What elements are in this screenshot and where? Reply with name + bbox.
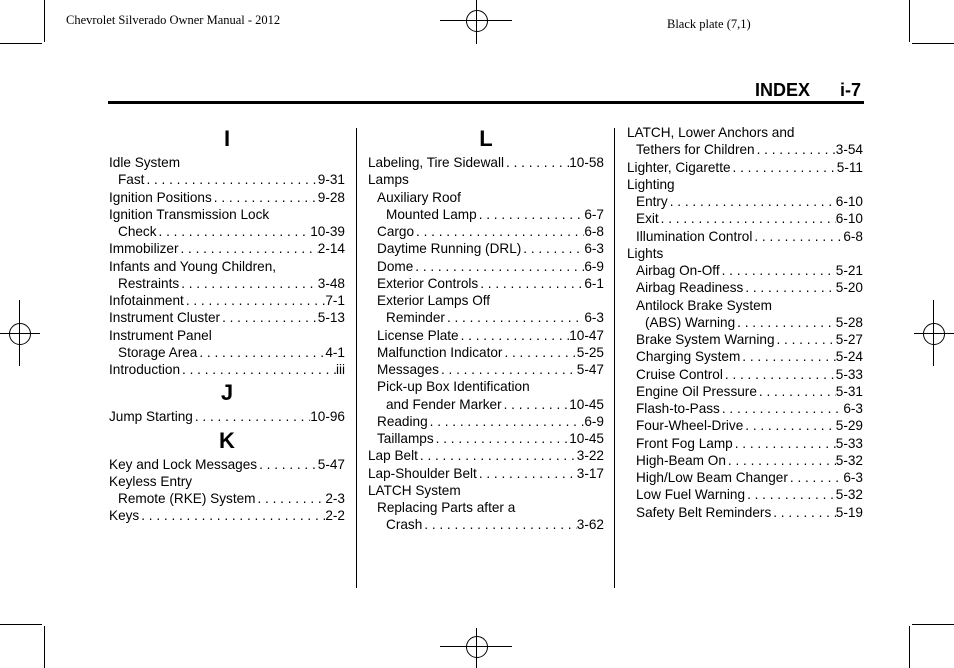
index-entry: [368, 223, 604, 240]
index-entry-page: 10-39: [310, 224, 345, 239]
manual-title: Chevrolet Silverado Owner Manual - 2012: [66, 13, 281, 27]
index-entry-page: 6-3: [584, 310, 604, 326]
index-entry: [627, 435, 863, 452]
dot-leader: [502, 344, 576, 361]
index-entry-term: Engine Oil Pressure: [636, 383, 757, 399]
dot-leader: [659, 210, 836, 227]
index-entry: [109, 490, 345, 507]
index-entry: [109, 361, 345, 378]
dot-leader: [731, 159, 837, 176]
index-entry: [109, 507, 345, 524]
index-entry-page: iii: [335, 362, 345, 377]
column-divider: [356, 128, 357, 588]
index-entry-term: Jump Starting: [109, 409, 193, 425]
index-entry: [368, 465, 604, 482]
index-entry: [627, 469, 863, 486]
index-entry-term: Brake System Warning: [636, 332, 775, 347]
index-entry-term: Lighter, Cigarette: [627, 159, 731, 175]
index-entry: [627, 193, 863, 210]
index-entry-term: Daytime Running (DRL): [377, 241, 522, 257]
index-entry-page: 3-48: [317, 275, 345, 291]
dot-leader: [439, 361, 577, 378]
index-entry: [627, 279, 863, 296]
index-entry-page: 7-1: [325, 293, 345, 308]
index-entry-term: Flash-to-Pass: [636, 401, 720, 416]
index-entry: [109, 189, 345, 206]
index-entry-term: Lap-Shoulder Belt: [368, 465, 477, 481]
index-entry: [368, 240, 604, 257]
index-entry: [109, 292, 345, 309]
crop-mark: [912, 624, 954, 625]
crop-mark: [44, 626, 45, 668]
index-entry-page: 2-3: [325, 491, 345, 506]
registration-mark-bottom: [440, 624, 512, 668]
index-entry-term: Antilock Brake System: [636, 297, 772, 313]
index-entry: [368, 396, 604, 413]
dot-leader: [775, 331, 836, 348]
index-entry: [368, 361, 604, 378]
index-entry-term: Lamps: [368, 172, 409, 188]
index-entry: [368, 258, 604, 275]
index-entry: [627, 297, 863, 314]
index-entry: [627, 210, 863, 227]
dot-leader: [157, 223, 311, 240]
index-letter-heading: K: [219, 427, 235, 453]
index-entry: [368, 275, 604, 292]
index-entry-page: 5-28: [835, 314, 863, 330]
dot-leader: [459, 327, 570, 344]
index-entry-page: 3-62: [576, 517, 604, 533]
index-entry-page: 5-25: [576, 344, 604, 360]
index-entry-term: Keys: [109, 508, 140, 524]
index-entry-term: Four-Wheel-Drive: [636, 418, 744, 434]
index-entry: [109, 473, 345, 490]
index-entry-page: 5-13: [317, 310, 345, 326]
index-entry-term: Dome: [377, 258, 414, 274]
index-entry-term: Idle System: [109, 155, 181, 170]
dot-leader: [743, 417, 836, 434]
index-entry-page: 5-47: [576, 362, 604, 377]
index-entry-page: 6-9: [584, 413, 604, 429]
index-entry-page: 10-45: [569, 396, 604, 412]
dot-leader: [434, 430, 570, 447]
index-entry: [627, 262, 863, 279]
index-entry-term: Ignition Positions: [109, 189, 212, 205]
index-entry-term: Reminder: [386, 310, 445, 326]
index-entry-page: 5-29: [835, 418, 863, 434]
index-column-1: [109, 124, 345, 525]
index-entry-term: Lap Belt: [368, 448, 418, 464]
index-entry-term: Replacing Parts after a: [377, 500, 516, 515]
index-entry: [627, 383, 863, 400]
dot-leader: [788, 469, 843, 486]
index-entry: [627, 504, 863, 521]
index-entry-term: Fast: [118, 172, 145, 188]
dot-leader: [197, 344, 325, 361]
index-entry-page: 5-33: [835, 366, 863, 382]
index-column-3: [627, 124, 863, 521]
index-entry-term: Instrument Panel: [109, 327, 212, 343]
index-entry-page: 6-7: [584, 206, 604, 222]
dot-leader: [445, 309, 584, 326]
index-entry: [627, 400, 863, 417]
index-letter-heading: I: [223, 126, 231, 151]
index-entry: [109, 456, 345, 473]
crop-mark: [912, 43, 954, 44]
index-entry: [627, 486, 863, 503]
index-entry-term: Illumination Control: [636, 228, 753, 244]
index-entry: [109, 171, 345, 188]
section-title: INDEX: [755, 80, 811, 100]
index-entry-term: Instrument Cluster: [109, 310, 221, 326]
index-entry-term: Pick-up Box Identification: [377, 379, 530, 395]
index-entry-term: Remote (RKE) System: [118, 491, 256, 506]
dot-leader: [414, 223, 584, 240]
index-entry: [627, 228, 863, 245]
index-entry-term: Airbag Readiness: [636, 280, 744, 296]
index-entry-term: Exit: [636, 211, 659, 227]
index-entry-page: 5-19: [835, 504, 863, 520]
index-entry: [627, 331, 863, 348]
index-entry-term: Charging System: [636, 349, 741, 365]
index-entry-page: 5-21: [835, 263, 863, 278]
index-column-2: [368, 124, 604, 534]
index-entry-term: Check: [118, 224, 157, 239]
index-entry: [368, 154, 604, 171]
index-entry: [627, 452, 863, 469]
index-entry-page: 9-31: [317, 172, 345, 188]
dot-leader: [179, 275, 318, 292]
index-entry-term: LATCH System: [368, 482, 461, 498]
index-entry-page: 6-3: [843, 401, 863, 416]
index-entry-term: Airbag On-Off: [636, 263, 720, 278]
dot-leader: [193, 408, 310, 425]
dot-leader: [733, 435, 836, 452]
index-entry-page: 6-1: [584, 275, 604, 291]
dot-leader: [521, 240, 584, 257]
index-entry-page: 6-8: [584, 224, 604, 239]
crop-mark: [0, 624, 42, 625]
index-entry-page: 5-20: [835, 280, 863, 296]
dot-leader: [726, 452, 836, 469]
index-entry-page: 2-2: [325, 508, 345, 524]
dot-leader: [504, 154, 569, 171]
dot-leader: [220, 309, 318, 326]
index-entry: [368, 292, 604, 309]
index-entry: [368, 327, 604, 344]
index-entry: [109, 223, 345, 240]
index-entry: [368, 430, 604, 447]
index-entry-page: 3-54: [835, 142, 863, 158]
dot-leader: [179, 240, 318, 257]
index-entry: [627, 348, 863, 365]
dot-leader: [180, 361, 336, 378]
index-entry: [368, 378, 604, 395]
dot-leader: [745, 486, 836, 503]
dot-leader: [755, 141, 836, 158]
dot-leader: [428, 413, 585, 430]
index-entry: [109, 206, 345, 223]
index-entry-page: 6-8: [843, 228, 863, 244]
dot-leader: [257, 456, 318, 473]
index-entry-page: 5-33: [835, 435, 863, 451]
index-entry-term: Lights: [627, 245, 664, 261]
index-entry: [627, 245, 863, 262]
crop-mark: [44, 0, 45, 42]
index-entry-page: 5-32: [835, 487, 863, 503]
index-entry: [368, 189, 604, 206]
index-entry-term: Reading: [377, 413, 428, 429]
index-entry-term: and Fender Marker: [386, 396, 502, 412]
index-entry: [627, 159, 863, 176]
dot-leader: [184, 292, 326, 309]
dot-leader: [502, 396, 570, 413]
index-entry-term: LATCH, Lower Anchors and: [627, 125, 795, 140]
dot-leader: [477, 465, 577, 482]
index-entry: [627, 141, 863, 158]
index-letter-heading: L: [479, 126, 493, 151]
header-rule: [108, 101, 864, 104]
index-entry-page: 10-96: [310, 409, 345, 425]
plate-label: Black plate (7,1): [667, 17, 751, 31]
dot-leader: [422, 516, 577, 533]
crop-mark: [909, 626, 910, 668]
registration-mark-right: [910, 300, 954, 366]
index-entry-page: 6-3: [843, 470, 863, 485]
index-entry-term: Infotainment: [109, 293, 184, 308]
index-entry-term: Entry: [636, 194, 668, 209]
index-entry-term: High-Beam On: [636, 452, 726, 468]
index-entry-term: Crash: [386, 517, 423, 533]
index-entry-term: Key and Lock Messages: [109, 456, 258, 472]
dot-leader: [413, 258, 584, 275]
index-entry: [627, 417, 863, 434]
index-entry-term: Keyless Entry: [109, 473, 193, 489]
dot-leader: [771, 504, 836, 521]
index-entry: [109, 154, 345, 171]
index-entry: [627, 176, 863, 193]
index-entry-term: (ABS) Warning: [645, 314, 736, 330]
index-entry: [109, 327, 345, 344]
index-entry: [368, 482, 604, 499]
index-entry-term: Tethers for Children: [636, 142, 755, 158]
index-entry-term: Mounted Lamp: [386, 206, 477, 222]
registration-mark-left: [0, 300, 44, 366]
index-entry-page: 3-22: [576, 448, 604, 464]
crop-mark: [0, 43, 42, 44]
column-divider: [614, 128, 615, 588]
index-entry-page: 4-1: [325, 344, 345, 360]
index-entry: [109, 275, 345, 292]
index-entry-page: 5-31: [835, 383, 863, 399]
index-entry: [368, 516, 604, 533]
index-entry: [368, 309, 604, 326]
index-entry-term: Immobilizer: [109, 241, 179, 257]
index-entry-page: 6-9: [584, 258, 604, 274]
index-entry-term: Malfunction Indicator: [377, 344, 503, 360]
index-entry-page: 10-45: [569, 431, 604, 446]
dot-leader: [757, 383, 836, 400]
index-entry-page: 6-10: [835, 211, 863, 227]
index-entry-page: 10-58: [569, 155, 604, 170]
index-entry: [368, 171, 604, 188]
dot-leader: [144, 171, 317, 188]
index-entry-term: Labeling, Tire Sidewall: [368, 155, 505, 170]
index-entry-term: Cargo: [377, 224, 415, 239]
index-entry-term: Infants and Young Children,: [109, 258, 277, 274]
dot-leader: [139, 507, 325, 524]
index-entry: [627, 124, 863, 141]
index-entry-term: Safety Belt Reminders: [636, 504, 772, 520]
index-entry: [109, 240, 345, 257]
index-entry: [368, 206, 604, 223]
page-number: i-7: [840, 80, 862, 100]
crop-mark: [909, 0, 910, 42]
index-entry-term: Lighting: [627, 176, 675, 192]
index-entry-term: Messages: [377, 362, 439, 377]
index-entry-page: 2-14: [317, 241, 345, 257]
index-entry: [368, 499, 604, 516]
index-entry-term: Exterior Lamps Off: [377, 293, 491, 308]
index-entry: [109, 258, 345, 275]
index-entry-term: Auxiliary Roof: [377, 189, 461, 205]
index-entry-page: 5-27: [835, 332, 863, 347]
dot-leader: [752, 228, 843, 245]
index-entry: [368, 413, 604, 430]
dot-leader: [743, 279, 835, 296]
dot-leader: [212, 189, 318, 206]
index-entry-term: High/Low Beam Changer: [636, 470, 788, 485]
index-entry-term: Introduction: [109, 362, 181, 377]
index-entry-term: Cruise Control: [636, 366, 723, 382]
dot-leader: [478, 275, 584, 292]
index-entry-page: 6-10: [835, 194, 863, 209]
index-entry-term: Exterior Controls: [377, 275, 479, 291]
dot-leader: [418, 447, 577, 464]
index-entry: [368, 344, 604, 361]
index-entry-page: 5-11: [836, 159, 863, 175]
dot-leader: [740, 348, 836, 365]
dot-leader: [477, 206, 585, 223]
dot-leader: [720, 262, 836, 279]
index-entry-term: Restraints: [118, 275, 180, 291]
dot-leader: [255, 490, 325, 507]
index-entry: [368, 447, 604, 464]
dot-leader: [735, 314, 836, 331]
index-entry-page: 5-32: [835, 452, 863, 468]
index-entry: [627, 366, 863, 383]
dot-leader: [723, 366, 836, 383]
index-letter-heading: J: [220, 380, 234, 406]
index-entry-page: 3-17: [576, 465, 604, 481]
index-entry-term: License Plate: [377, 327, 459, 343]
index-entry-term: Taillamps: [377, 431, 434, 446]
index-entry: [627, 314, 863, 331]
index-entry-page: 5-47: [317, 456, 345, 472]
registration-mark-top: [440, 0, 512, 48]
index-entry: [109, 309, 345, 326]
dot-leader: [720, 400, 843, 417]
dot-leader: [668, 193, 836, 210]
index-entry-term: Low Fuel Warning: [636, 487, 746, 503]
index-entry-page: 5-24: [835, 349, 863, 365]
index-entry-term: Storage Area: [118, 344, 198, 360]
index-entry-term: Front Fog Lamp: [636, 435, 733, 451]
index-entry-page: 10-47: [569, 327, 604, 343]
index-entry-term: Ignition Transmission Lock: [109, 206, 270, 222]
index-entry: [109, 408, 345, 425]
index-entry: [109, 344, 345, 361]
index-entry-page: 9-28: [317, 189, 345, 205]
index-entry-page: 6-3: [584, 241, 604, 257]
